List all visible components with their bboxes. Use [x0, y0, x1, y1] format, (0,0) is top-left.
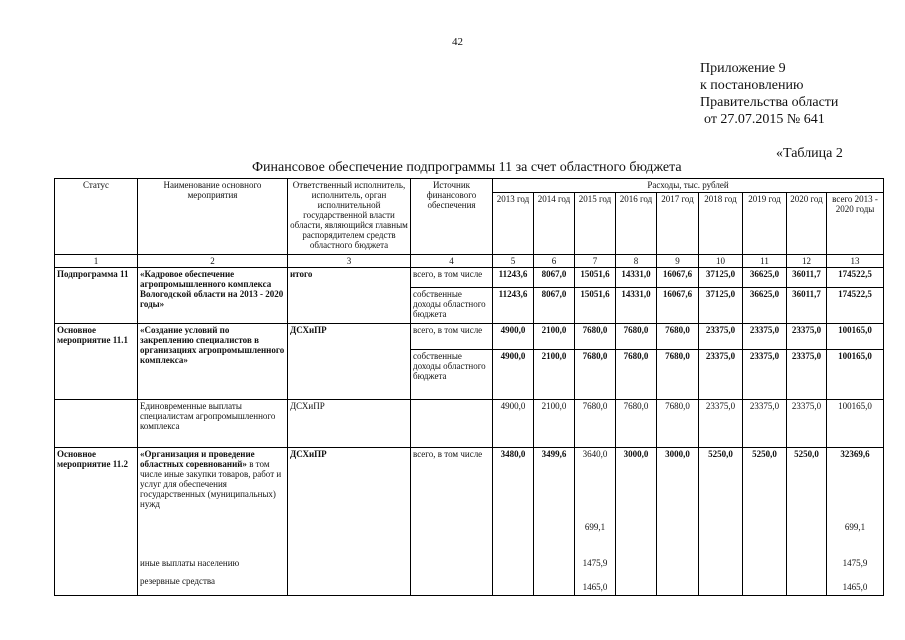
- value-cell: 23375,0: [787, 400, 827, 448]
- row-name: иные выплаты населению: [138, 552, 288, 574]
- value-cell: 4900,0: [493, 324, 534, 350]
- value-cell: 3000,0: [616, 448, 657, 596]
- header-name: Наименование основного мероприятия: [138, 179, 288, 255]
- value-cell: 174522,5: [827, 268, 884, 288]
- value-cell: 7680,0: [616, 324, 657, 350]
- row-responsible: ДСХиПР: [288, 400, 411, 448]
- value-cell: 36625,0: [743, 268, 787, 288]
- value-cell: 15051,6: [575, 288, 616, 324]
- col-index: 9: [657, 255, 699, 268]
- col-index: 2: [138, 255, 288, 268]
- value-cell: 3480,0: [493, 448, 534, 596]
- value-cell: 14331,0: [616, 288, 657, 324]
- row-source-empty: [411, 400, 493, 448]
- value-cell: 23375,0: [787, 350, 827, 400]
- row-name-bold: «Организация и проведение областных соревнований»: [140, 449, 255, 469]
- appendix-block: [700, 60, 838, 128]
- finance-table: [54, 178, 884, 596]
- row-name: [138, 448, 288, 552]
- row-name: резервные средства: [138, 574, 288, 596]
- appendix-line: от 27.07.2015 № 641: [704, 112, 825, 127]
- value-cell: 7680,0: [575, 324, 616, 350]
- value-cell: 5250,0: [743, 448, 787, 596]
- header-year: 2016 год: [616, 193, 657, 255]
- value-cell: 7680,0: [657, 400, 699, 448]
- row-name: «Создание условий по закреплению специалистов в организациях агропромышленного комплекса»: [138, 324, 288, 400]
- value-cell: 11243,6: [493, 268, 534, 288]
- value-cell: 7680,0: [657, 350, 699, 400]
- col-index: 7: [575, 255, 616, 268]
- row-name-rest: в том числе иные закупки товаров, работ и услуг для обеспечения государственных (муниципальных) нужд: [140, 459, 282, 509]
- value-cell: 7680,0: [575, 350, 616, 400]
- value-purchases: 699,1: [844, 522, 866, 532]
- header-year: 2013 год: [493, 193, 534, 255]
- value-total: 3640,0: [582, 449, 608, 459]
- value-cell: 100165,0: [827, 324, 884, 350]
- value-cell: 14331,0: [616, 268, 657, 288]
- value-cell: 100165,0: [827, 400, 884, 448]
- value-cell: 1475,9: [575, 552, 616, 574]
- row-source: всего, в том числе: [411, 324, 493, 350]
- header-year-total: всего 2013 - 2020 годы: [827, 193, 884, 255]
- table-row: [55, 448, 884, 552]
- header-year: 2015 год: [575, 193, 616, 255]
- value-cell: 16067,6: [657, 288, 699, 324]
- value-cell: 36625,0: [743, 288, 787, 324]
- appendix-line: Правительства области: [700, 95, 839, 110]
- col-index: 10: [699, 255, 743, 268]
- row-status: Подпрограмма 11: [55, 268, 138, 324]
- header-status: Статус: [55, 179, 138, 255]
- row-source: всего, в том числе: [411, 268, 493, 288]
- appendix-line: Приложение 9: [700, 61, 786, 76]
- table-title: Финансовое обеспечение подпрограммы 11 за счет областного бюджета: [252, 160, 682, 175]
- value-cell: 100165,0: [827, 350, 884, 400]
- header-year: 2018 год: [699, 193, 743, 255]
- value-cell: 15051,6: [575, 268, 616, 288]
- value-cell: 37125,0: [699, 288, 743, 324]
- row-name: Единовременные выплаты специалистам агропромышленного комплекса: [138, 400, 288, 448]
- row-name: «Кадровое обеспечение агропромышленного комплекса Вологодской области на 2013 - 2020 годы»: [138, 268, 288, 324]
- value-cell: 7680,0: [616, 350, 657, 400]
- value-cell: 7680,0: [616, 400, 657, 448]
- table-label: «Таблица 2: [776, 146, 843, 161]
- value-cell: 36011,7: [787, 268, 827, 288]
- row-status: Основное мероприятие 11.2: [55, 448, 138, 596]
- value-cell: 23375,0: [699, 400, 743, 448]
- value-purchases: 699,1: [584, 522, 606, 532]
- value-cell: 37125,0: [699, 268, 743, 288]
- col-index: 6: [534, 255, 575, 268]
- col-index: 4: [411, 255, 493, 268]
- header-year: 2017 год: [657, 193, 699, 255]
- value-cell: 2100,0: [534, 324, 575, 350]
- table-row: [55, 268, 884, 288]
- row-source: собственные доходы областного бюджета: [411, 350, 493, 400]
- value-cell: 16067,6: [657, 268, 699, 288]
- value-cell: 5250,0: [699, 448, 743, 596]
- value-cell: 1465,0: [575, 574, 616, 596]
- value-cell: 3499,6: [534, 448, 575, 596]
- table-row: [55, 400, 884, 448]
- value-cell: 23375,0: [787, 324, 827, 350]
- value-cell: 7680,0: [657, 324, 699, 350]
- row-responsible: ДСХиПР: [288, 448, 411, 596]
- row-status-empty: [55, 400, 138, 448]
- header-year: 2014 год: [534, 193, 575, 255]
- value-cell: 1475,9: [827, 552, 884, 574]
- value-cell: 36011,7: [787, 288, 827, 324]
- value-cell: 23375,0: [699, 324, 743, 350]
- value-cell: 8067,0: [534, 288, 575, 324]
- header-year: 2019 год: [743, 193, 787, 255]
- value-cell: 4900,0: [493, 400, 534, 448]
- value-cell: 23375,0: [699, 350, 743, 400]
- col-index: 12: [787, 255, 827, 268]
- row-source: всего, в том числе: [411, 448, 493, 596]
- value-cell: 23375,0: [743, 350, 787, 400]
- appendix-line: к постановлению: [700, 78, 804, 93]
- value-cell: 8067,0: [534, 268, 575, 288]
- col-index: 1: [55, 255, 138, 268]
- value-cell: 2100,0: [534, 400, 575, 448]
- value-cell: 1465,0: [827, 574, 884, 596]
- col-index: 11: [743, 255, 787, 268]
- header-responsible: Ответственный исполнитель, исполнитель, орган исполнительной государственной власти области, являющийся главным распорядителем средств областного бюджета: [288, 179, 411, 255]
- value-cell: 5250,0: [787, 448, 827, 596]
- row-status: Основное мероприятие 11.1: [55, 324, 138, 400]
- value-cell: 3000,0: [657, 448, 699, 596]
- col-index: 8: [616, 255, 657, 268]
- page-number: 42: [452, 36, 463, 48]
- value-cell: 11243,6: [493, 288, 534, 324]
- value-cell: 174522,5: [827, 288, 884, 324]
- table-row: [55, 324, 884, 350]
- col-index: 3: [288, 255, 411, 268]
- header-source: Источник финансового обеспечения: [411, 179, 493, 255]
- value-cell: 23375,0: [743, 324, 787, 350]
- value-cell: 2100,0: [534, 350, 575, 400]
- value-cell: [575, 448, 616, 552]
- row-responsible: ДСХиПР: [288, 324, 411, 400]
- col-index: 5: [493, 255, 534, 268]
- value-cell: 4900,0: [493, 350, 534, 400]
- value-cell: [827, 448, 884, 552]
- col-index: 13: [827, 255, 884, 268]
- value-cell: 7680,0: [575, 400, 616, 448]
- header-year: 2020 год: [787, 193, 827, 255]
- row-source: собственные доходы областного бюджета: [411, 288, 493, 324]
- value-cell: 23375,0: [743, 400, 787, 448]
- header-expenses: Расходы, тыс. рублей: [493, 179, 884, 193]
- row-responsible: итого: [288, 268, 411, 324]
- value-total: 32369,6: [840, 449, 870, 459]
